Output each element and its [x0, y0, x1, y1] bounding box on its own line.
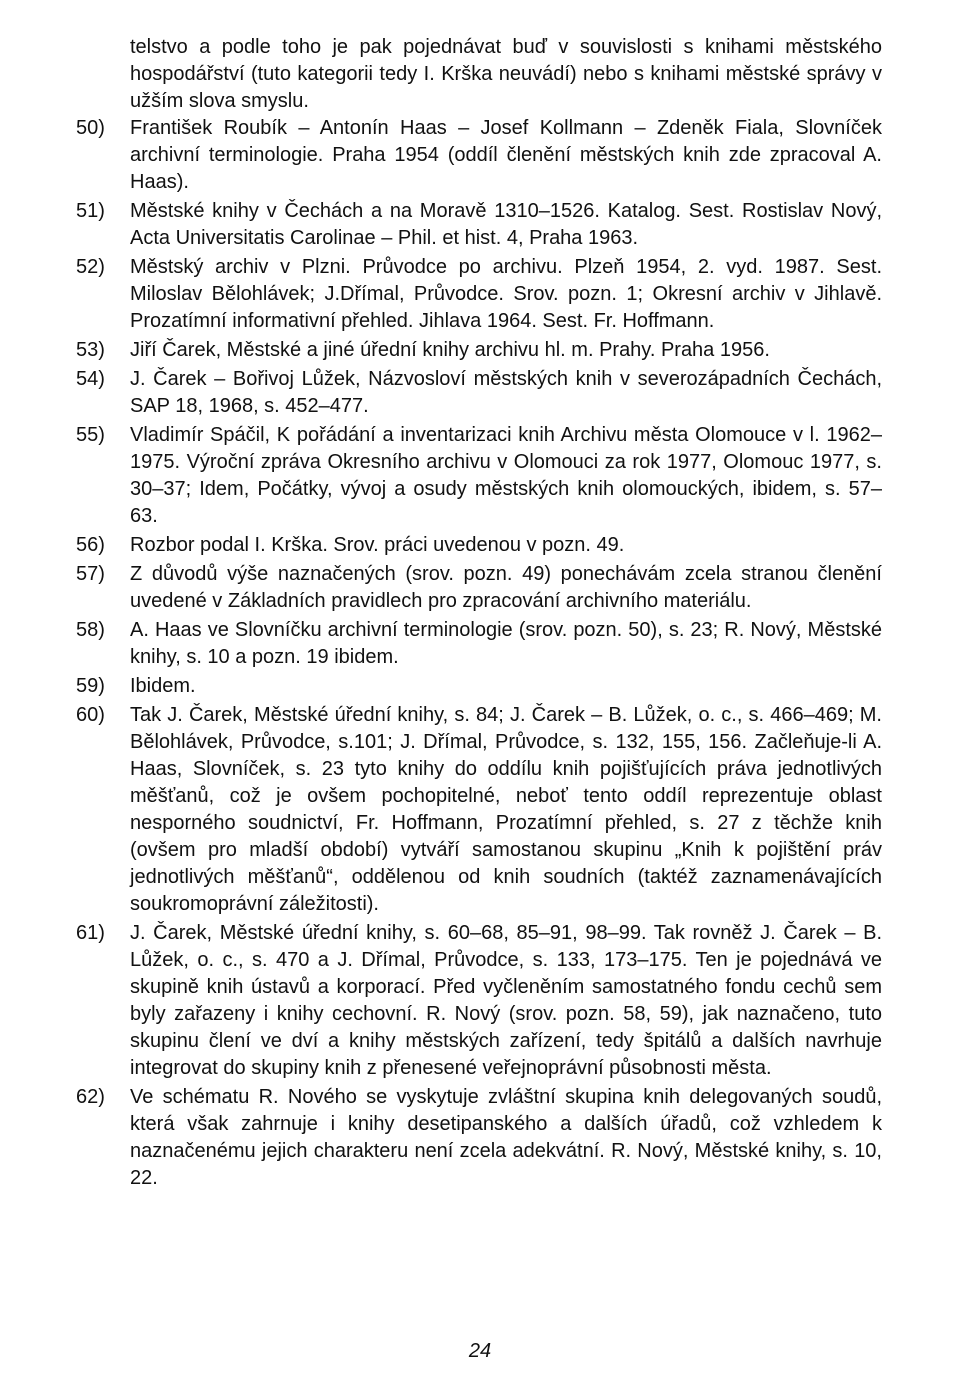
- footnote-number: 56): [76, 534, 105, 556]
- footnote-number: 52): [76, 256, 105, 278]
- footnote-number: 59): [76, 675, 105, 697]
- footnote-text: František Roubík – Antonín Haas – Josef Kollmann – Zdeněk Fiala, Slovníček archivní terminologie. Praha 1954 (oddíl členění městských knih zde zpracoval A. Haas).: [130, 117, 882, 193]
- footnote-number: 61): [76, 922, 105, 944]
- footnote-text: Městský archiv v Plzni. Průvodce po archivu. Plzeň 1954, 2. vyd. 1987. Sest. Miloslav Bělohlávek; J.Dřímal, Průvodce. Srov. pozn. 1; Okresní archiv v Jihlavě. Prozatímní informativní přehled. Jihlava 1964. Sest. Fr. Hoffmann.: [130, 256, 882, 332]
- footnote: [0, 198, 882, 252]
- footnote: [0, 561, 882, 615]
- footnote-number: 51): [76, 200, 105, 222]
- footnote: [0, 1084, 882, 1192]
- footnote-text: A. Haas ve Slovníčku archivní terminologie (srov. pozn. 50), s. 23; R. Nový, Městské knihy, s. 10 a pozn. 19 ibidem.: [130, 619, 882, 668]
- page-number: 24: [468, 1340, 492, 1362]
- footnote: [0, 673, 882, 700]
- footnote: [0, 702, 882, 918]
- footnote: [0, 617, 882, 671]
- footnote: [0, 366, 882, 420]
- footnote-text: J. Čarek, Městské úřední knihy, s. 60–68, 85–91, 98–99. Tak rovněž J. Čarek – B. Lůžek, o. c., s. 470 a J. Dřímal, Průvodce, s. 133, 173–175. Ten je pojednává ve skupině knih ústavů a korporací. Před vyčleněním samostatného fondu cechů sem byly zařazeny i knihy cechovní. R. Nový (srov. pozn. 58, 59), jak naznačeno, tuto skupinu člení ve dví a knihy městských zařízení, tedy špitálů a dalších navrhuje integrovat do skupiny knih z přenesené veřejnoprávní působnosti města.: [130, 922, 882, 1079]
- footnote-number: 54): [76, 368, 105, 390]
- footnote-text: Ve schématu R. Nového se vyskytuje zvláštní skupina knih delegovaných soudů, která však zahrnuje i knihy desetipanského a dalších úřadů, což vzhledem k naznačenému jejich charakteru není zcela adekvátní. R. Nový, Městské knihy, s. 10, 22.: [130, 1086, 882, 1189]
- footnote-text: Vladimír Spáčil, K pořádání a inventarizaci knih Archivu města Olomouce v l. 1962–1975. Výroční zpráva Okresního archivu v Olomouci za rok 1977, Olomouc 1977, s. 30–37; Idem, Počátky, vývoj a osudy městských knih olomouckých, ibidem, s. 57–63.: [130, 424, 882, 527]
- footnote-number: 57): [76, 563, 105, 585]
- footnote-list: [0, 115, 960, 1194]
- footnote: [0, 115, 882, 196]
- footnote: [0, 532, 882, 559]
- footnote: [0, 920, 882, 1082]
- footnote: [0, 422, 882, 530]
- footnote-number: 53): [76, 339, 105, 361]
- footnote-text: Městské knihy v Čechách a na Moravě 1310–1526. Katalog. Sest. Rostislav Nový, Acta Universitatis Carolinae – Phil. et hist. 4, Praha 1963.: [130, 200, 882, 249]
- footnote: [0, 254, 882, 335]
- intro-paragraph: telstvo a podle toho je pak pojednávat buď v souvislosti s knihami městského hospodářství (tuto kategorii tedy I. Krška neuvádí) nebo s knihami městské správy v užším slova smyslu.: [130, 36, 882, 112]
- footnote-number: 60): [76, 704, 105, 726]
- footnote-number: 50): [76, 117, 105, 139]
- footnote-text: Jiří Čarek, Městské a jiné úřední knihy archivu hl. m. Prahy. Praha 1956.: [130, 339, 770, 361]
- footnote-text: J. Čarek – Bořivoj Lůžek, Názvosloví městských knih v severozápadních Čechách, SAP 18, 1968, s. 452–477.: [130, 368, 882, 417]
- footnote-number: 62): [76, 1086, 105, 1108]
- footnote-number: 55): [76, 424, 105, 446]
- footnote-number: 58): [76, 619, 105, 641]
- footnote-text: Ibidem.: [130, 675, 196, 697]
- footnote: [0, 337, 882, 364]
- footnote-text: Rozbor podal I. Krška. Srov. práci uvedenou v pozn. 49.: [130, 534, 625, 556]
- footnote-text: Tak J. Čarek, Městské úřední knihy, s. 84; J. Čarek – B. Lůžek, o. c., s. 466–469; M. Bělohlávek, Průvodce, s.101; J. Dřímal, Průvodce, s. 132, 155, 156. Začleňuje-li A. Haas, Slovníček, s. 23 tyto knihy do oddílu knih pojišťujících práva jednotlivých měšťanů, což je ovšem pochopitelné, neboť tento oddíl reprezentuje oblast nesporného soudnictví, Fr. Hoffmann, Prozatímní přehled, s. 27 z těchže knih (ovšem pro mladší období) vytváří samostanou skupinu „Knih k pojištění práv jednotlivých měšťanů“, oddělenou od knih soudních (taktéž zaznamenávajících soukromoprávní záležitosti).: [130, 704, 882, 915]
- footnote-text: Z důvodů výše naznačených (srov. pozn. 49) ponechávám zcela stranou členění uvedené v Základních pravidlech pro zpracování archivního materiálu.: [130, 563, 882, 612]
